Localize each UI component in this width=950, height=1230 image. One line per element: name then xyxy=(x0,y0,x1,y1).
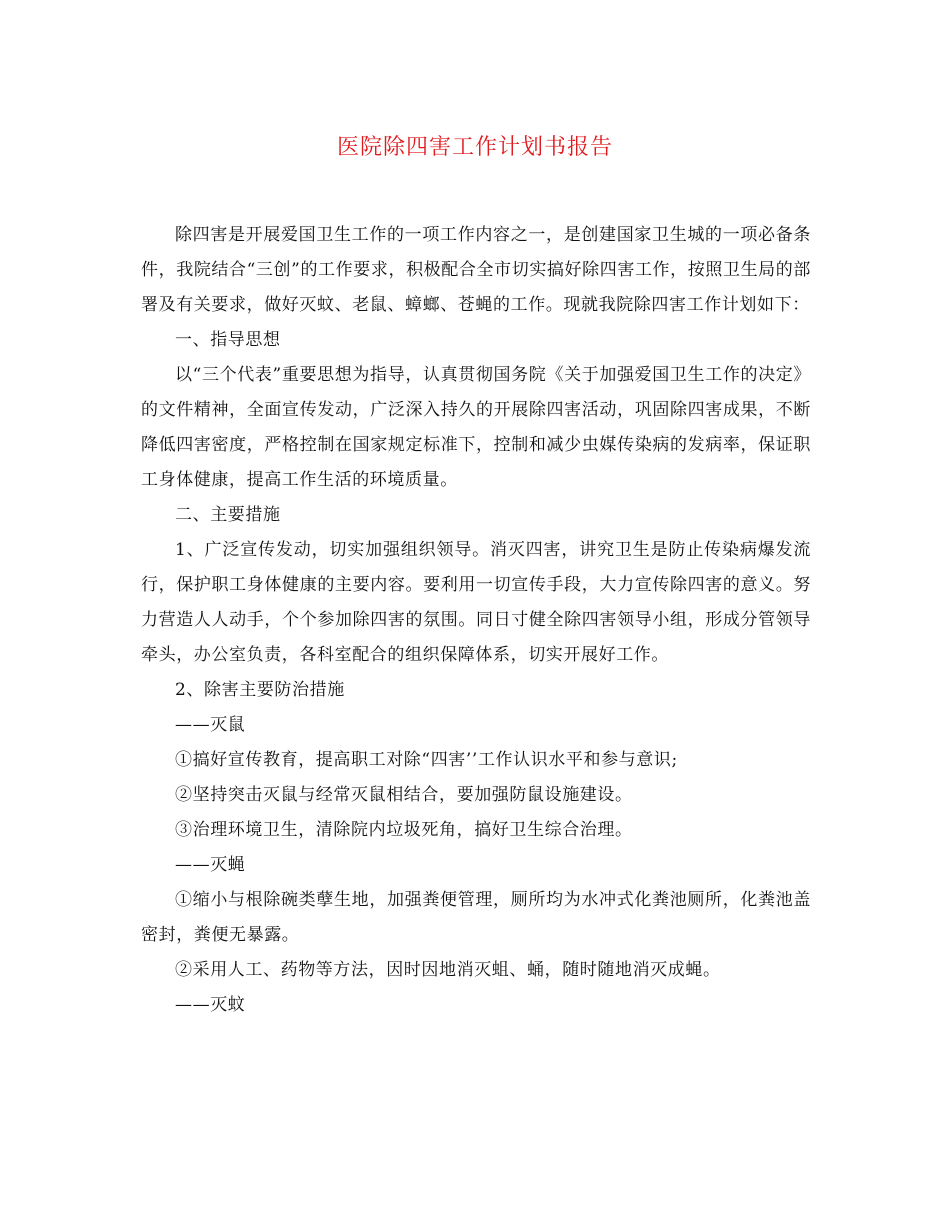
subheading-fly-control: ——灭蝇 xyxy=(175,855,246,875)
rodent-item-3: ③治理环境卫生，清除院内垃圾死角，搞好卫生综合治理。 xyxy=(175,820,633,840)
subheading-mosquito-control: ——灭蚊 xyxy=(175,995,246,1015)
measure-2-heading: 2、除害主要防治措施 xyxy=(175,680,345,700)
section-heading-main-measures: 二、主要措施 xyxy=(175,505,281,525)
intro-paragraph: 除四害是开展爱国卫生工作的一项工作内容之一，是创建国家卫生城的一项必备条件，我院结合“三创”的工作要求，积极配合全市切实搞好除四害工作，按照卫生局的部署及有关要求，做好灭蚊、老鼠、蟑螂、苍蝇的工作。现就我院除四害工作计划如下： xyxy=(141,225,811,315)
document-body xyxy=(141,218,811,1023)
fly-item-2: ②采用人工、药物等方法，因时因地消灭蛆、蛹，随时随地消灭成蝇。 xyxy=(175,960,721,980)
rodent-item-1: ①搞好宣传教育，提高职工对除“四害’’工作认识水平和参与意识; xyxy=(175,750,678,770)
section-heading-guiding-ideology: 一、指导思想 xyxy=(175,330,281,350)
measure-1-paragraph: 1、广泛宣传发动，切实加强组织领导。消灭四害，讲究卫生是防止传染病爆发流行，保护职工身体健康的主要内容。要利用一切宣传手段，大力宣传除四害的意义。努力营造人人动手，个个参加除四害的氛围。同日寸健全除四害领导小组，形成分管领导牵头，办公室负责，各科室配合的组织保障体系，切实开展好工作。 xyxy=(141,540,811,665)
subheading-rodent-control: ——灭鼠 xyxy=(175,715,246,735)
document-title: 医院除四害工作计划书报告 xyxy=(336,135,613,160)
guiding-ideology-paragraph: 以“三个代表”重要思想为指导，认真贯彻国务院《关于加强爱国卫生工作的决定》的文件精神，全面宣传发动，广泛深入持久的开展除四害活动，巩固除四害成果，不断降低四害密度，严格控制在国家规定标准下，控制和减少虫媒传染病的发病率，保证职工身体健康，提高工作生活的环境质量。 xyxy=(141,365,811,490)
fly-item-1: ①缩小与根除碗类孽生地，加强粪便管理，厕所均为水冲式化粪池厕所，化粪池盖密封，粪便无暴露。 xyxy=(141,890,811,945)
rodent-item-2: ②坚持突击灭鼠与经常灭鼠相结合，要加强防鼠设施建设。 xyxy=(175,785,633,805)
